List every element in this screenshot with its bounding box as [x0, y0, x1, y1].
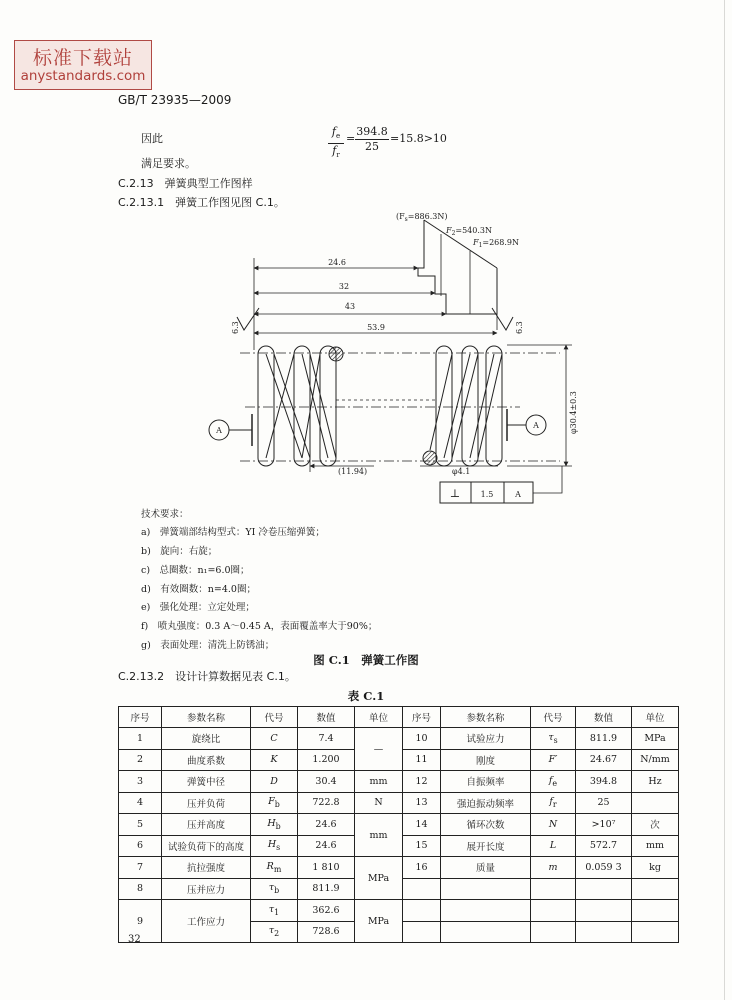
- table-row: [119, 857, 679, 879]
- table-cell: $F_b$: [251, 792, 298, 814]
- table-cell: 362.6: [298, 900, 355, 922]
- roughness-right: 6.3: [515, 321, 524, 334]
- table-cell: 5: [119, 814, 162, 836]
- force-f2-label: $F_2=540.3N$: [446, 226, 492, 237]
- table-cell: 7: [119, 857, 162, 879]
- table-cell: 1.200: [298, 749, 355, 771]
- table-cell: 0.059 3: [576, 857, 632, 879]
- table-cell: 6: [119, 835, 162, 857]
- table-cell: 压并高度: [162, 814, 251, 836]
- table-cell: [403, 900, 441, 922]
- table-cell: Hz: [632, 771, 679, 793]
- requirement-item: e) 强化处理：立定处理；: [141, 602, 255, 613]
- table-cell: 1: [119, 728, 162, 750]
- table-cell: 14: [403, 814, 441, 836]
- table-cell: 24.67: [576, 749, 632, 771]
- table-header-cell: 序号: [119, 707, 162, 728]
- table-cell: 试验负荷下的高度: [162, 835, 251, 857]
- design-data-table: [118, 706, 679, 943]
- table-cell: 1 810: [298, 857, 355, 879]
- table-cell: [441, 921, 531, 943]
- requirement-item: c) 总圈数：n₁=6.0圈；: [141, 565, 250, 576]
- requirement-item: f) 喷丸强度：0.3 A～0.45 A，表面覆盖率大于90%；: [141, 621, 378, 632]
- calc-value-fraction: $\frac{394.8}{25}$: [356, 125, 388, 153]
- table-cell: mm: [355, 814, 403, 857]
- page-number: 32: [128, 934, 141, 945]
- table-cell: [531, 900, 576, 922]
- table-cell: L: [531, 835, 576, 857]
- table-cell: 811.9: [298, 878, 355, 900]
- table-cell: 强迫振动频率: [441, 792, 531, 814]
- table-cell: MPa: [355, 857, 403, 900]
- table-cell: [576, 921, 632, 943]
- table-cell: N: [531, 814, 576, 836]
- table-caption: 表 C.1: [347, 689, 385, 703]
- table-cell: 旋绕比: [162, 728, 251, 750]
- table-cell: 394.8: [576, 771, 632, 793]
- table-header-cell: 单位: [632, 707, 679, 728]
- table-cell: 自振频率: [441, 771, 531, 793]
- table-header-cell: 数值: [576, 707, 632, 728]
- table-row: [119, 900, 679, 922]
- calc-symbol-fraction: $\frac{f_e}{f_r}$: [328, 125, 344, 162]
- section-c2-13-1: C.2.13.1 弹簧工作图见图 C.1。: [118, 196, 285, 209]
- dim-32: 32: [338, 282, 350, 291]
- table-cell: 24.6: [298, 835, 355, 857]
- table-cell: [531, 921, 576, 943]
- table-header-cell: 参数名称: [441, 707, 531, 728]
- dim-diameter: φ30.4±0.3: [569, 391, 578, 434]
- requirement-item: g) 表面处理：清洗上防锈油；: [141, 640, 275, 651]
- frame-tolerance: 1.5: [480, 490, 494, 499]
- table-cell: mm: [355, 771, 403, 793]
- table-cell: N/mm: [632, 749, 679, 771]
- table-cell: 8: [119, 878, 162, 900]
- table-cell: 工作应力: [162, 900, 251, 943]
- stamp-title: 标准下载站: [32, 47, 133, 69]
- table-cell: 循环次数: [441, 814, 531, 836]
- table-cell: 722.8: [298, 792, 355, 814]
- table-cell: [576, 900, 632, 922]
- dim-pitch: (11.94): [338, 467, 368, 476]
- table-header-cell: 代号: [531, 707, 576, 728]
- perpendicularity-icon: ⊥: [449, 487, 461, 500]
- table-cell: [632, 900, 679, 922]
- table-cell: 曲度系数: [162, 749, 251, 771]
- requirement-item: d) 有效圈数：n=4.0圈；: [141, 584, 256, 595]
- table-cell: [403, 878, 441, 900]
- dim-53-9: 53.9: [367, 323, 385, 332]
- table-cell: K: [251, 749, 298, 771]
- table-cell: D: [251, 771, 298, 793]
- table-cell: [576, 878, 632, 900]
- table-cell: [632, 792, 679, 814]
- roughness-left: 6.3: [231, 321, 240, 334]
- table-cell: [403, 921, 441, 943]
- table-row: [119, 728, 679, 750]
- table-cell: 15: [403, 835, 441, 857]
- standard-number: GB/T 23935—2009: [118, 93, 232, 107]
- table-cell: 572.7: [576, 835, 632, 857]
- table-row: [119, 792, 679, 814]
- table-cell: $f_r$: [531, 792, 576, 814]
- table-cell: $f_e$: [531, 771, 576, 793]
- table-header-cell: 参数名称: [162, 707, 251, 728]
- stamp-site: anystandards.com: [20, 68, 146, 84]
- table-cell: 2: [119, 749, 162, 771]
- table-cell: 9: [119, 900, 162, 943]
- table-cell: 弹簧中径: [162, 771, 251, 793]
- table-cell: [632, 921, 679, 943]
- table-cell: 次: [632, 814, 679, 836]
- table-cell: [531, 878, 576, 900]
- table-row: [119, 771, 679, 793]
- table-cell: F′: [531, 749, 576, 771]
- table-cell: >10⁷: [576, 814, 632, 836]
- frame-datum: A: [515, 490, 521, 499]
- table-cell: [632, 878, 679, 900]
- table-header-cell: 代号: [251, 707, 298, 728]
- table-cell: mm: [632, 835, 679, 857]
- table-cell: $\tau_s$: [531, 728, 576, 750]
- table-cell: 24.6: [298, 814, 355, 836]
- table-cell: $H_b$: [251, 814, 298, 836]
- dim-wire: φ4.1: [452, 467, 471, 476]
- table-header-cell: 序号: [403, 707, 441, 728]
- table-cell: 试验应力: [441, 728, 531, 750]
- requirement-item: a) 弹簧端部结构型式：YI 冷卷压缩弹簧；: [141, 527, 325, 538]
- table-cell: $\tau_2$: [251, 921, 298, 943]
- table-cell: 30.4: [298, 771, 355, 793]
- table-cell: 压并负荷: [162, 792, 251, 814]
- table-cell: 811.9: [576, 728, 632, 750]
- table-cell: 7.4: [298, 728, 355, 750]
- table-cell: $\tau_1$: [251, 900, 298, 922]
- table-cell: 刚度: [441, 749, 531, 771]
- table-cell: 质量: [441, 857, 531, 879]
- figure-caption: 图 C.1 弹簧工作图: [313, 653, 419, 667]
- table-cell: C: [251, 728, 298, 750]
- table-cell: $H_s$: [251, 835, 298, 857]
- calc-result: =15.8>10: [390, 132, 447, 145]
- table-cell: $\tau_b$: [251, 878, 298, 900]
- table-cell: [441, 878, 531, 900]
- table-cell: 728.6: [298, 921, 355, 943]
- table-cell: $R_m$: [251, 857, 298, 879]
- table-cell: MPa: [632, 728, 679, 750]
- table-cell: [441, 900, 531, 922]
- table-cell: 16: [403, 857, 441, 879]
- section-c2-13-2: C.2.13.2 设计计算数据见表 C.1。: [118, 670, 296, 683]
- calc-label: 因此: [141, 132, 163, 145]
- table-header-cell: 单位: [355, 707, 403, 728]
- table-cell: kg: [632, 857, 679, 879]
- requirement-item: b) 旋向：右旋；: [141, 546, 218, 557]
- table-cell: 25: [576, 792, 632, 814]
- table-cell: m: [531, 857, 576, 879]
- dim-43: 43: [344, 302, 356, 311]
- datum-a-right: A: [533, 421, 539, 430]
- table-cell: N: [355, 792, 403, 814]
- force-test-label: $(F_s=886.3N)$: [396, 212, 448, 223]
- calc-conclusion: 满足要求。: [141, 157, 196, 170]
- table-header-row: [119, 707, 679, 728]
- table-cell: 10: [403, 728, 441, 750]
- table-cell: 11: [403, 749, 441, 771]
- table-cell: —: [355, 728, 403, 771]
- table-cell: 压并应力: [162, 878, 251, 900]
- table-cell: 12: [403, 771, 441, 793]
- table-cell: 3: [119, 771, 162, 793]
- table-cell: MPa: [355, 900, 403, 943]
- section-c2-13: C.2.13 弹簧典型工作图样: [118, 177, 253, 190]
- table-cell: 展开长度: [441, 835, 531, 857]
- table-row: [119, 814, 679, 836]
- table-cell: 4: [119, 792, 162, 814]
- datum-a-left: A: [216, 426, 222, 435]
- force-f1-label: $F_1=268.9N$: [473, 238, 519, 249]
- requirements-title: 技术要求：: [141, 509, 189, 520]
- table-cell: 13: [403, 792, 441, 814]
- table-header-cell: 数值: [298, 707, 355, 728]
- table-cell: 抗拉强度: [162, 857, 251, 879]
- dim-24-6: 24.6: [328, 258, 346, 267]
